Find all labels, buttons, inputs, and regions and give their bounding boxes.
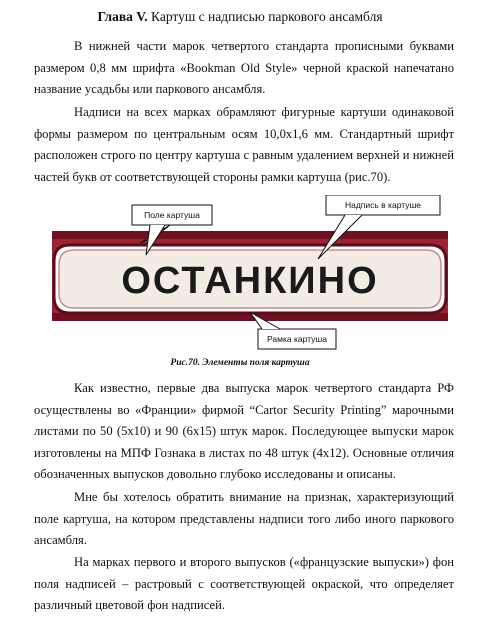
paragraph-1: В нижней части марок четвертого стандарта прописными буквами размером 0,8 мм шрифта «Bookman Old Style» черной краской напечатано название усадьбы или паркового ансамбля. <box>34 39 454 96</box>
paragraph-4: Мне бы хотелось обратить внимание на признак, характеризующий поле картуша, на котором представлены надписи того либо иного паркового ансамбля. <box>34 490 454 547</box>
callout-frame-label: Рамка картуша <box>267 334 327 344</box>
paragraph-2: Надписи на всех марках обрамляют фигурные картуши одинаковой формы размером по центральным осям 10,0х1,6 мм. Стандартный шрифт расположен строго по центру картуша с равным удалением верхней и нижней частей букв от соответствующей стороны рамки картуша (рис.70). <box>34 105 454 184</box>
chapter-heading <box>0 9 480 25</box>
paragraph-3: Как известно, первые два выпуска марок четвертого стандарта РФ осуществлены во «Франции» фирмой “Cartor Security Printing” марочными листами по 50 (5х10) и 90 (6х15) штук марок. Последующее выпуски марок изготовлены на МПФ Гознака в листах по 48 штук (4х12). Основные отличия обозначенных выпусков довольно глубоко исследованы и описаны. <box>34 381 454 481</box>
callout-field-label: Поле картуша <box>144 210 200 220</box>
figure-caption: Рис.70. Элементы поля картуша <box>170 358 310 368</box>
chapter-title: Картуш с надписью паркового ансамбля <box>151 9 383 24</box>
callout-inscription-label: Надпись в картуше <box>344 200 422 210</box>
paragraph-5: На марках первого и второго выпусков («французские выпуски») фон поля надписей – растровый с соответствующей окраской, что определяет различный цветовой фон надписей. <box>34 555 454 612</box>
figure-cartouche <box>0 195 480 355</box>
chapter-number: Глава V. <box>97 9 148 24</box>
stamp-inscription: ОСТАНКИНО <box>121 260 379 302</box>
